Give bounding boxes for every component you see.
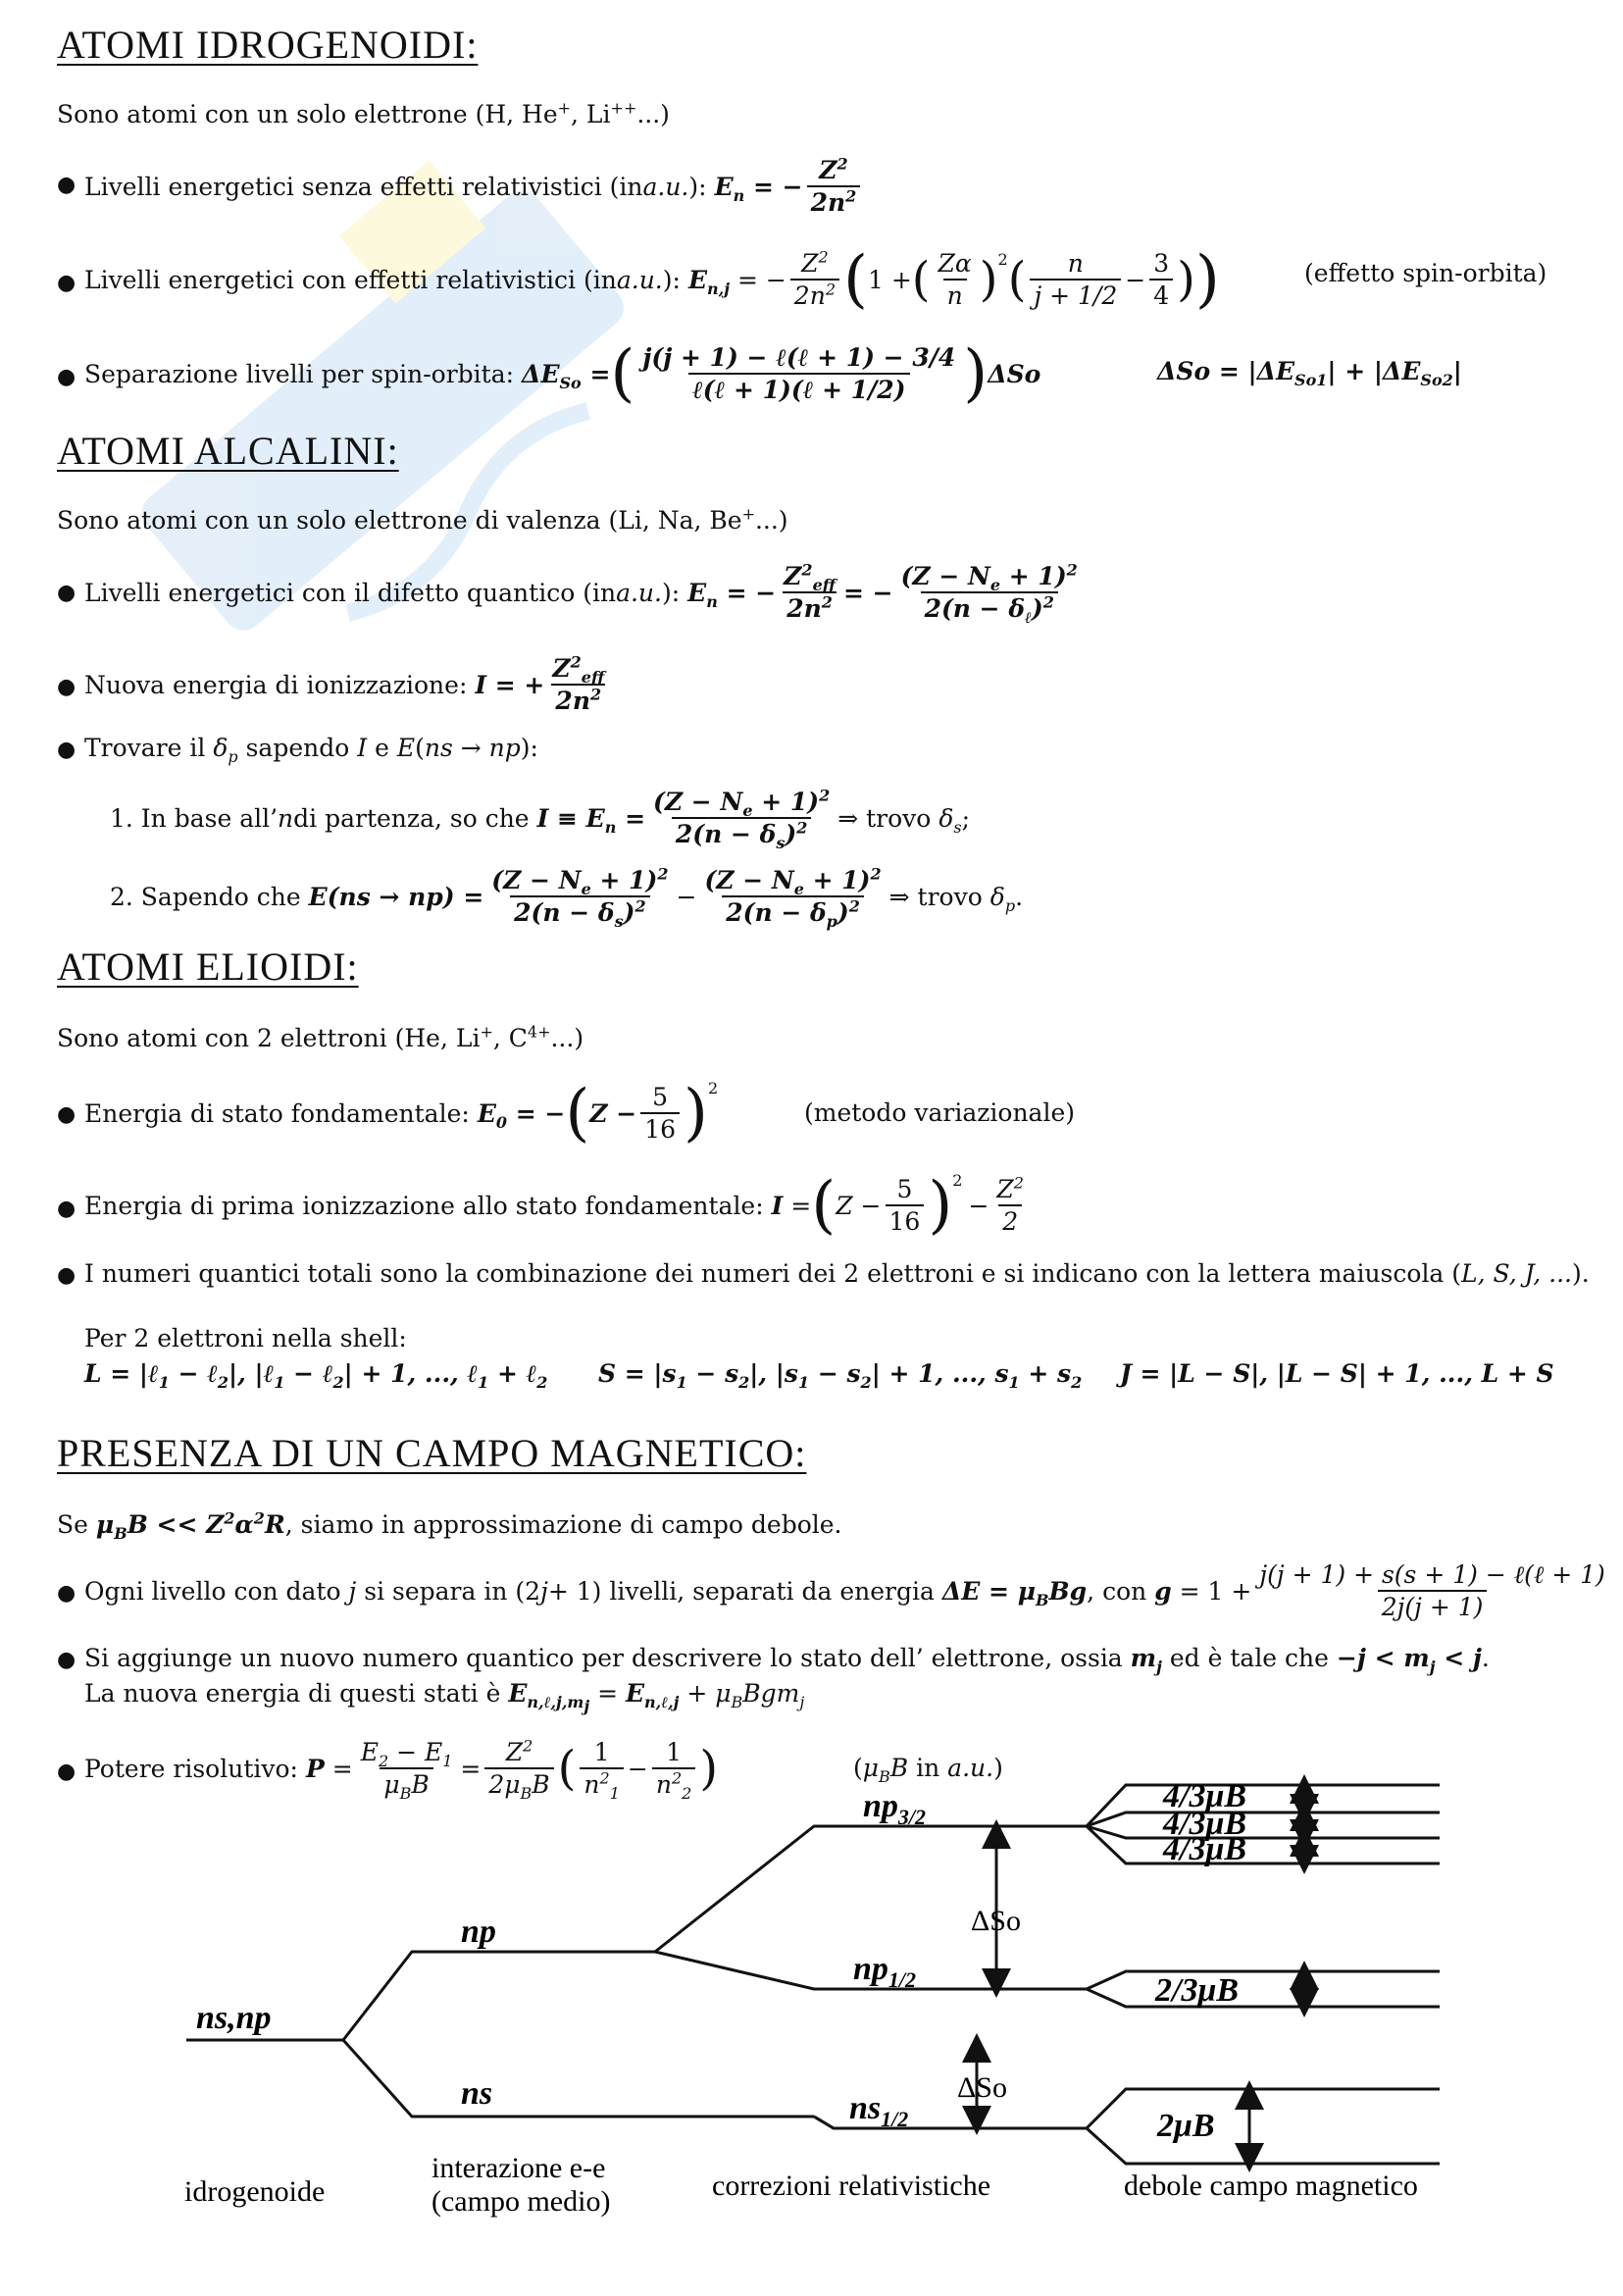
label-split-2-3: 2/3μB	[1155, 1972, 1240, 2009]
bullet: ●	[57, 1581, 76, 1606]
magnetic-intro: Se $\mu_BB << Z^2\alpha^2R$, siamo in approssimazione di campo debole.	[57, 1508, 842, 1543]
total-J: J = |L − S|, |L − S| + 1, ..., L + S	[1120, 1359, 1554, 1388]
hydrogenic-bullet-2: Livelli energetici con effetti relativistici (in a.u. ): $E_{n,j}$ = − $\frac{Z^2}{2n^2}$ ( 1 + ( $\frac{Z\alpha}{n}$ ) 2 ( $\frac{n}{j + 1/2}$ − $\frac{3}{4}$ ) )	[84, 243, 1220, 316]
label-np-3-2: $np_{3/2}$	[863, 1788, 927, 1829]
bullet: ●	[57, 271, 76, 295]
helium-bullet-1-note: (metodo variazionale)	[804, 1098, 1076, 1127]
section-title-alkali: ATOMI ALCALINI:	[57, 429, 399, 473]
alkali-bullet-1: Livelli energetici con il difetto quantico (in a.u. ): $E_n$ = − $\frac{Z^2_{eff}}{2n^2}$ = − $\frac{(Z - N_e + 1)^2}{2(n - \delta_\ell)^2}$	[84, 560, 1078, 627]
caption-hydrogenic: idrogenoide	[184, 2175, 326, 2208]
magnetic-bullet-1: Ogni livello con dato j si separa in (2 j + 1) livelli, separati da energia $\Delta E = \mu_BBg$ , con g = 1 + $\frac{\text{j(j + 1) + s(s + 1) − ℓ(ℓ + 1)}}{2j(j + 1)}$	[84, 1560, 1605, 1621]
alkali-intro: Sono atomi con un solo elettrone di valenza (Li, Na, Be+...)	[57, 504, 788, 535]
bullet: ●	[57, 1102, 76, 1127]
section-title-hydrogenic: ATOMI IDROGENOIDI:	[57, 23, 479, 67]
bullet: ●	[57, 1648, 76, 1672]
caption-magnetic: debole campo magnetico	[1124, 2169, 1418, 2202]
helium-intro: Sono atomi con 2 elettroni (He, Li+, $C^{4+}$...)	[57, 1022, 584, 1052]
helium-shell-note: Per 2 elettroni nella shell:	[84, 1324, 407, 1352]
total-L: L = |ℓ$_1$ − ℓ$_2$|, |ℓ$_1$ − ℓ$_2$| + 1, ..., ℓ$_1$ + ℓ$_2$	[84, 1359, 548, 1392]
section-title-helium: ATOMI ELIOIDI:	[57, 944, 359, 989]
magnetic-bullet-3: Potere risolutivo: P = $\frac{E_2 - E_1}{\mu_BB}$ = $\frac{Z^2}{2\mu_BB}$ ( $\frac{1}{n^2_1}$ − $\frac{1}{n^2_2}$ )	[84, 1736, 719, 1803]
bullet: ●	[57, 365, 76, 389]
label-delta-so-np: ΔSo	[971, 1905, 1021, 1937]
hydrogenic-bullet-3: Separazione livelli per spin-orbita: $\Delta E_{So}$ = ( $\frac{\text{j(j + 1) − ℓ(ℓ + 1) − 3/4}}{\text{ℓ(ℓ + 1)(ℓ + 1/2)}}$ ) ΔSo	[84, 337, 1041, 410]
alkali-step-1: 1. In base all’ n di partenza, so che $I \equiv E_n$ = $\frac{(Z - N_e + 1)^2}{2(n - \delta_s)^2}$ ⇒ trovo $\delta_s$ ;	[110, 786, 971, 852]
label-split-4-3-b: 4/3μB	[1163, 1806, 1247, 1842]
alkali-bullet-3: Trovare il $\delta_p$ sapendo I e E(ns → np):	[84, 734, 538, 766]
label-ns-np: ns,np	[196, 2000, 272, 2036]
hydrogenic-intro: Sono atomi con un solo elettrone (H, He+, Li++...)	[57, 98, 670, 128]
helium-bullet-3: I numeri quantici totali sono la combinazione dei numeri dei 2 elettroni e si indicano con la lettera maiuscola (L, S, J, ...).	[84, 1259, 1590, 1288]
total-S: $S = |s_1 - s_2|$, $|s_1 - s_2| + 1$, ..., $s_1 + s_2$	[598, 1359, 1083, 1392]
bullet: ●	[57, 738, 76, 762]
section-title-magnetic: PRESENZA DI UN CAMPO MAGNETICO:	[57, 1431, 807, 1475]
label-ns: ns	[461, 2075, 493, 2112]
label-np-1-2: $np_{1/2}$	[853, 1951, 917, 1992]
caption-ee-line-2: (campo medio)	[431, 2185, 611, 2218]
label-np: np	[461, 1913, 496, 1950]
bullet: ●	[57, 1263, 76, 1288]
hydrogenic-bullet-2-note: (effetto spin-orbita)	[1304, 259, 1547, 287]
label-ns-1-2: $ns_{1/2}$	[849, 2090, 909, 2131]
alkali-bullet-2: Nuova energia di ionizzazione: I = + $\frac{Z^2_{eff}}{2n^2}$	[84, 652, 605, 715]
bullet: ●	[57, 1760, 76, 1784]
helium-bullet-1: Energia di stato fondamentale: $E_0$ = − ( Z − $\frac{5}{16}$ ) 2	[84, 1077, 719, 1149]
bullet: ●	[57, 173, 76, 197]
energy-level-diagram	[0, 1778, 1623, 2295]
bullet: ●	[57, 581, 76, 605]
bullet: ●	[57, 675, 76, 699]
magnetic-bullet-3-note: ($\mu_BB$ in a.u.)	[853, 1754, 1003, 1786]
bullet: ●	[57, 1197, 76, 1221]
delta-so-definition: $\Delta So = |\Delta E_{So1}| + |\Delta E_{So2}|$	[1157, 357, 1462, 389]
alkali-step-2: 2. Sapendo che E(ns → np) = $\frac{(Z - N_e + 1)^2}{2(n - \delta_s)^2}$ − $\frac{(Z - N_e + 1)^2}{2(n - \delta_p)^2}$ ⇒ trovo $\delta_p$ .	[110, 864, 1024, 931]
label-delta-so-ns: ΔSo	[957, 2071, 1007, 2104]
hydrogenic-bullet-1: Livelli energetici senza effetti relativistici (in a.u. ): $E_n$ = − $\frac{Z^2}{2n^2}$	[84, 147, 864, 226]
helium-bullet-2: Energia di prima ionizzazione allo stato fondamentale: I = ( Z − $\frac{5}{16}$ ) 2 − $\frac{Z^2}{2}$	[84, 1169, 1024, 1242]
caption-ee-line-1: interazione e-e	[431, 2152, 606, 2184]
label-split-4-3-c: 4/3μB	[1163, 1831, 1247, 1867]
magnetic-bullet-2: Si aggiunge un nuovo numero quantico per descrivere lo stato dell’ elettrone, ossia $m_j$ ed è tale che $-j < m_j < j$.	[84, 1644, 1490, 1676]
label-split-2: 2μB	[1157, 2108, 1215, 2144]
caption-relativistic: correzioni relativistiche	[712, 2169, 991, 2202]
label-split-4-3-a: 4/3μB	[1163, 1778, 1247, 1814]
magnetic-bullet-2-line-2: La nuova energia di questi stati è $E_{n,\ell,j,m_j} = E_{n,\ell,j} + \mu_BBgm_j$	[84, 1679, 805, 1716]
